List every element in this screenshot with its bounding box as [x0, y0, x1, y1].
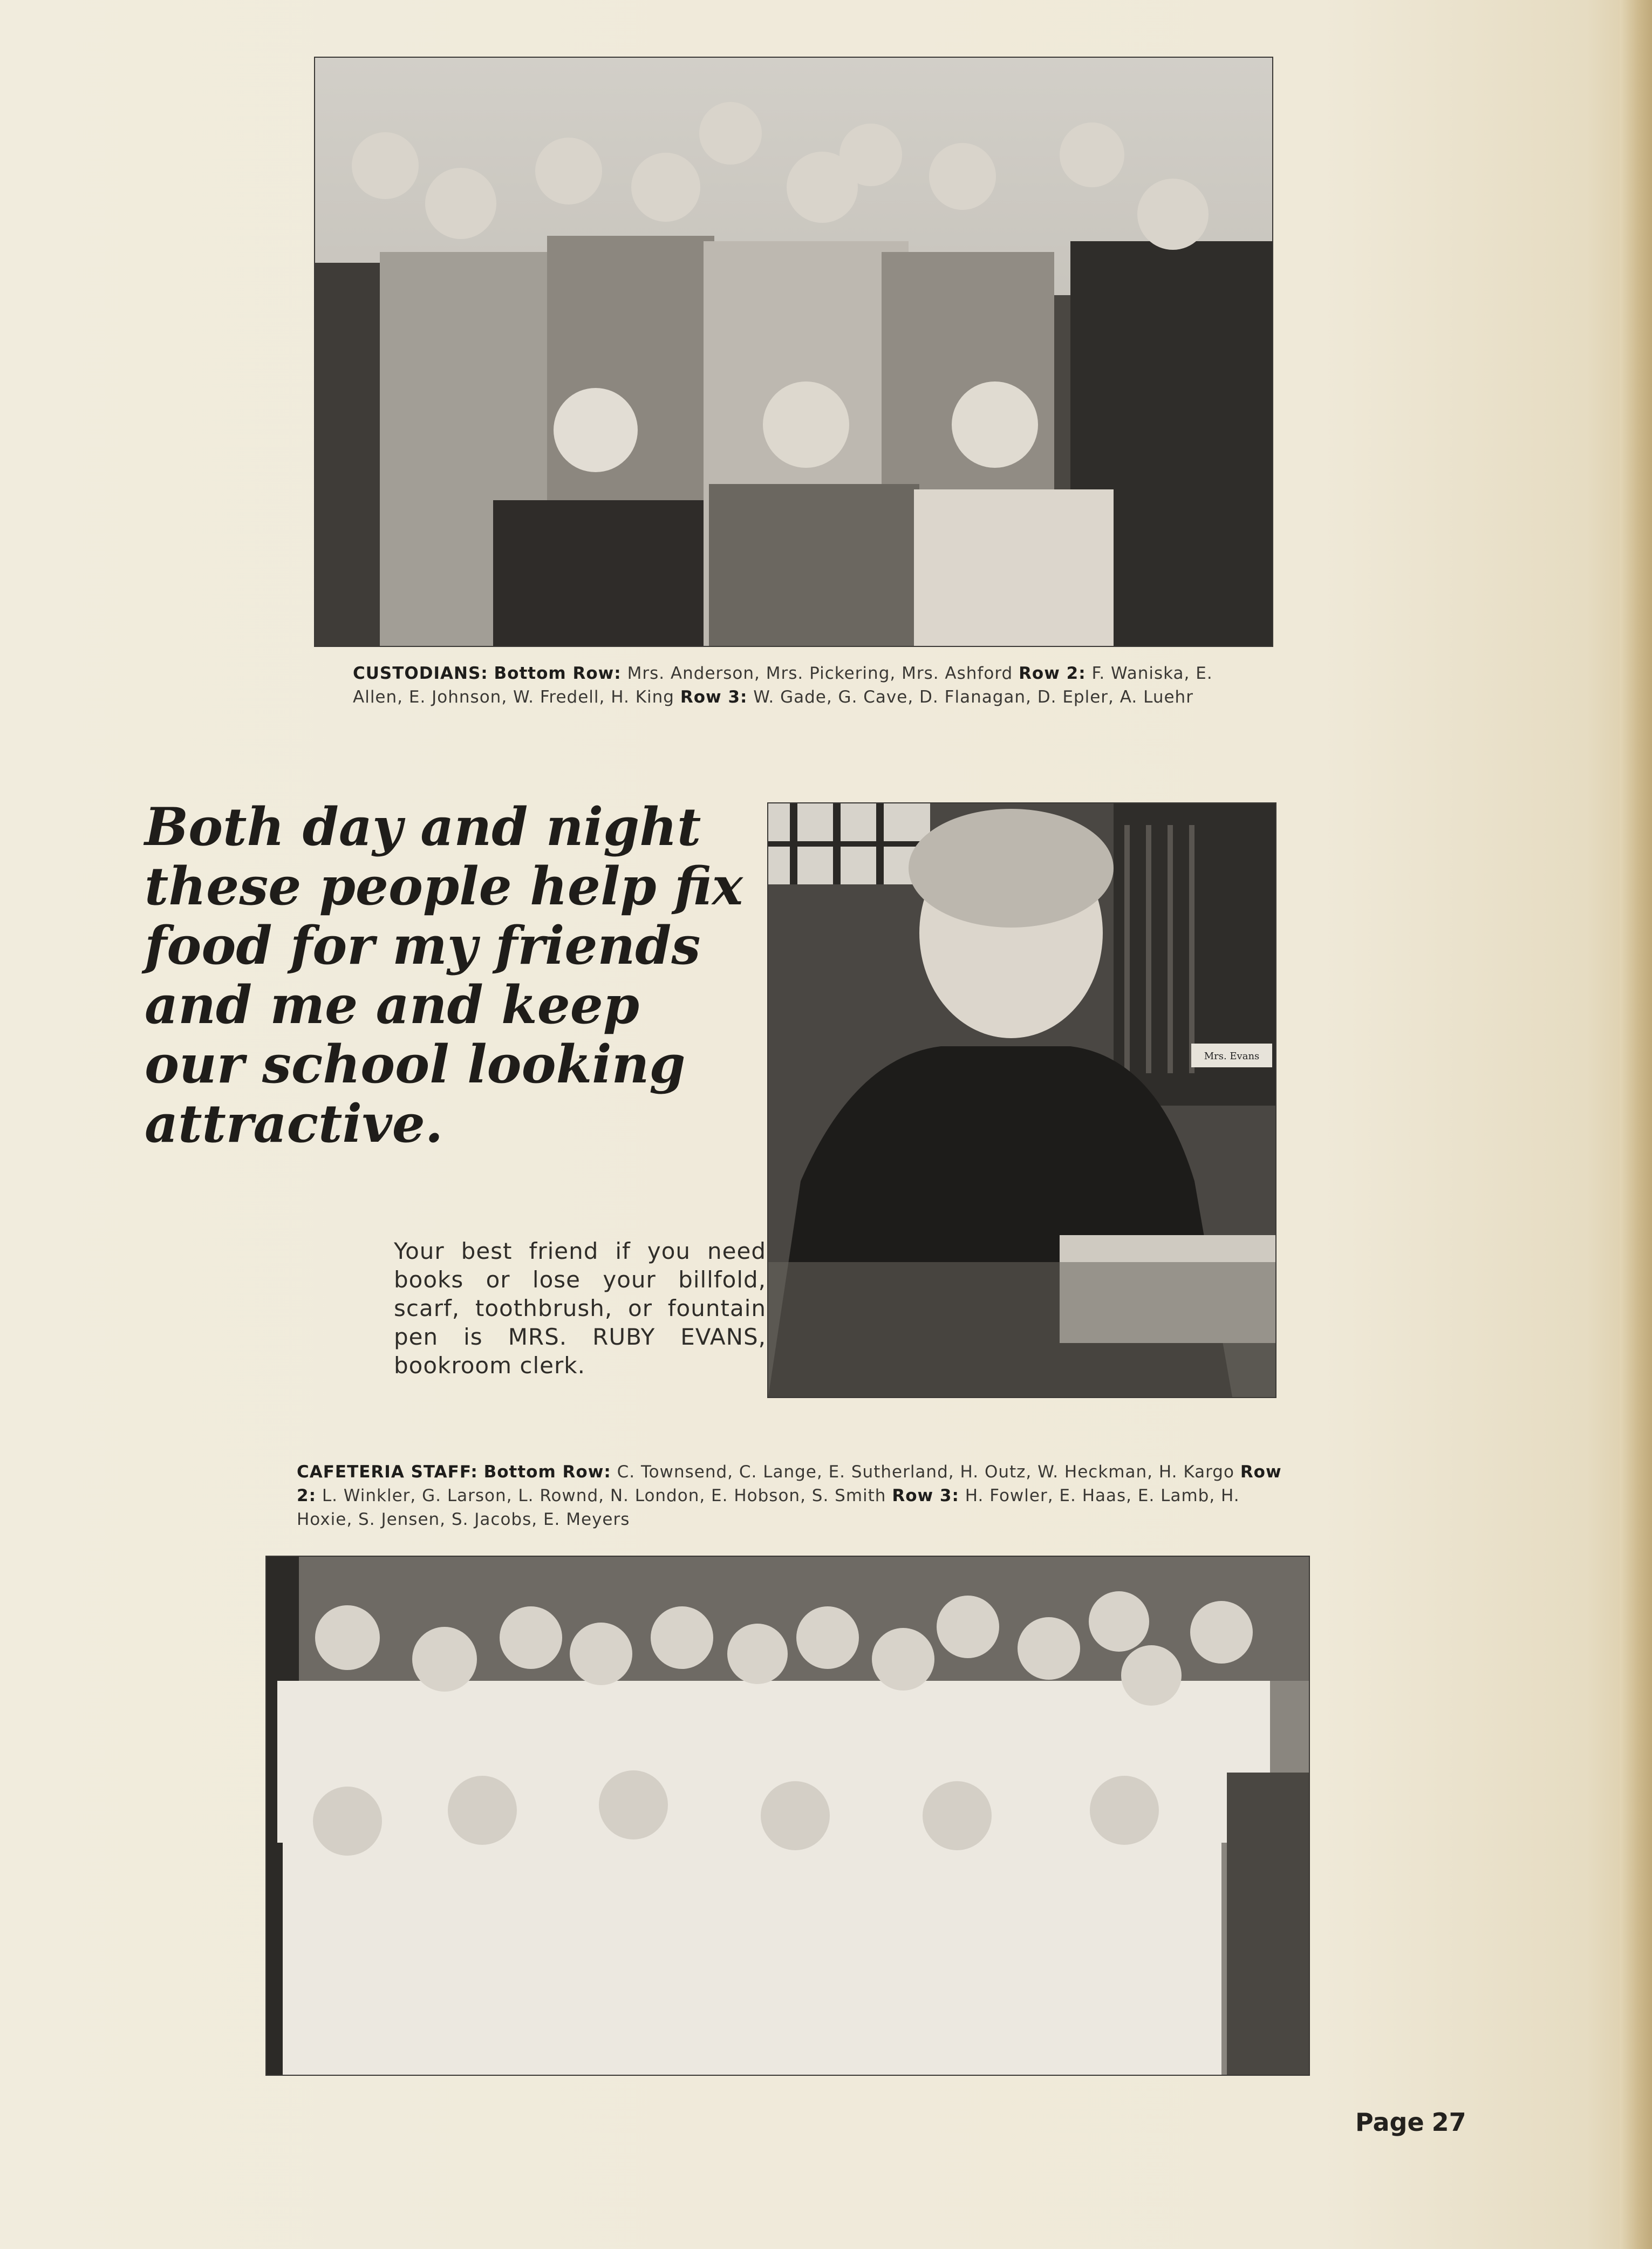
- page-edge: [1620, 0, 1652, 2249]
- cafeteria-caption-label: CAFETERIA STAFF:: [297, 1462, 478, 1482]
- headline-line: these people help fix: [145, 856, 743, 917]
- headline-line: Both day and night: [145, 796, 701, 857]
- custodians-row-label: Row 3:: [680, 687, 748, 707]
- cafeteria-photo: [265, 1556, 1310, 2076]
- page-label: Page: [1355, 2108, 1424, 2137]
- headline-line: attractive.: [145, 1093, 443, 1154]
- custodians-row-label: Row 2:: [1019, 664, 1086, 683]
- cafeteria-row-label: Row 2:: [297, 1462, 1282, 1505]
- page-number-value: 27: [1431, 2108, 1466, 2137]
- custodians-row-label: Bottom Row:: [494, 664, 622, 683]
- custodians-photo: [314, 57, 1273, 647]
- headline-line: our school looking: [145, 1034, 686, 1095]
- custodians-caption: [353, 662, 1238, 709]
- headline: [145, 798, 754, 1154]
- custodians-caption-label: CUSTODIANS:: [353, 664, 488, 683]
- cafeteria-row-label: Row 3:: [892, 1486, 959, 1505]
- headline-line: food for my friends: [145, 915, 701, 976]
- cafeteria-row-label: Bottom Row:: [483, 1462, 611, 1482]
- headline-line: and me and keep: [145, 974, 639, 1035]
- cafeteria-row-names: L. Winkler, G. Larson, L. Rownd, N. London, E. Hobson, S. Smith: [322, 1486, 886, 1505]
- name-plate-text: Mrs. Evans: [1204, 1051, 1260, 1062]
- custodians-row-names: Mrs. Anderson, Mrs. Pickering, Mrs. Ashford: [627, 664, 1013, 683]
- cafeteria-row-names: H. Fowler, E. Haas, E. Lamb, H. Hoxie, S. Jensen, S. Jacobs, E. Meyers: [297, 1486, 1240, 1529]
- custodians-row-names: F. Waniska, E. Allen, E. Johnson, W. Fredell, H. King: [353, 664, 1213, 707]
- cafeteria-caption: [297, 1460, 1284, 1531]
- evans-blurb: Your best friend if you need books or lose your billfold, scarf, toothbrush, or fountain pen is MRS. RUBY EVANS, bookroom clerk.: [394, 1238, 766, 1379]
- evans-photo: [767, 802, 1276, 1398]
- cafeteria-row-names: C. Townsend, C. Lange, E. Sutherland, H. Outz, W. Heckman, H. Kargo: [617, 1462, 1234, 1482]
- custodians-row-names: W. Gade, G. Cave, D. Flanagan, D. Epler, A. Luehr: [753, 687, 1193, 707]
- page-number: [1355, 2108, 1466, 2137]
